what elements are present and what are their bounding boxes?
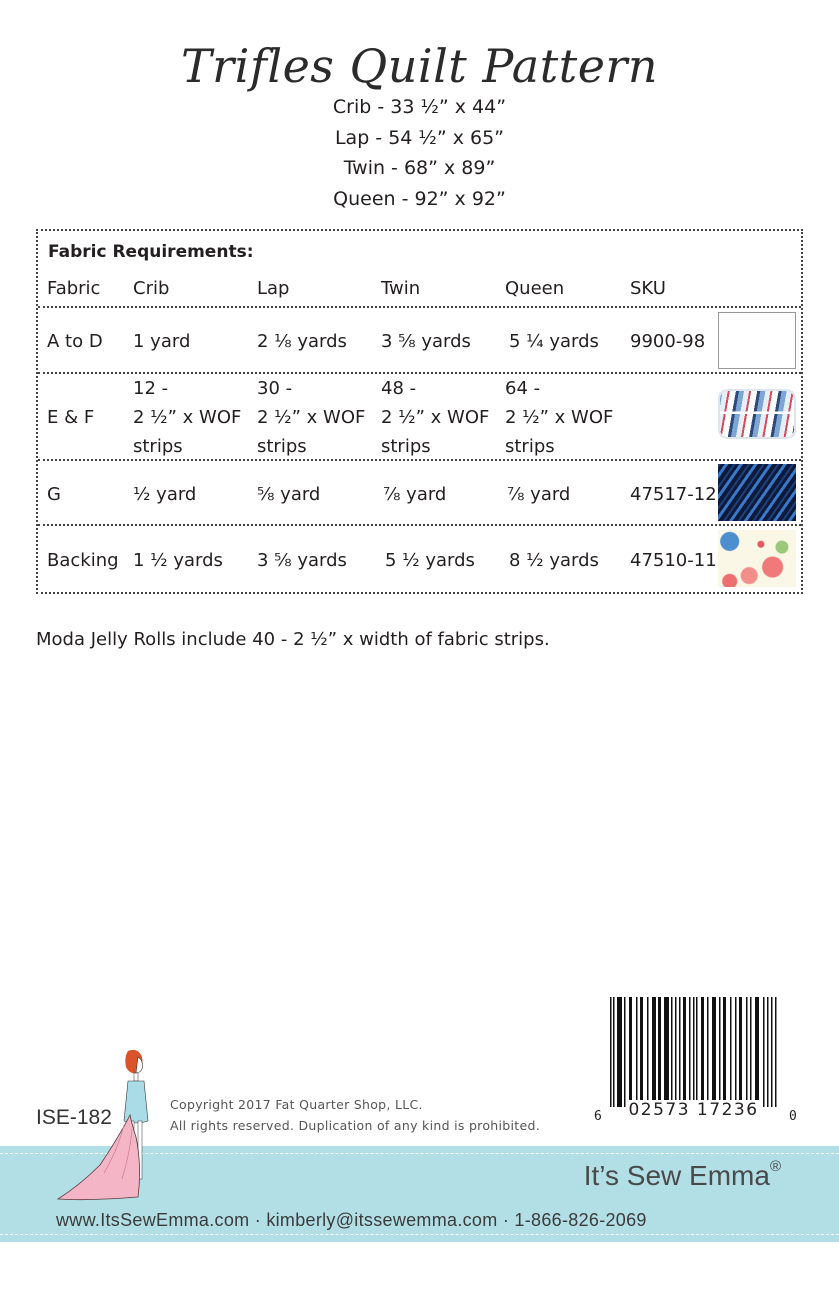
cell-line: 12 - xyxy=(133,378,169,399)
col-header-fabric: Fabric xyxy=(47,278,101,299)
barcode-bars xyxy=(608,997,783,1107)
cell-fabric: A to D xyxy=(47,331,103,352)
cell-lap: 3 ⅝ yards xyxy=(257,550,347,571)
cell-sku: 47510-11 xyxy=(630,550,717,571)
cell-twin: ⅞ yard xyxy=(383,484,447,505)
jelly-roll-note: Moda Jelly Rolls include 40 - 2 ½” x width of fabric strips. xyxy=(36,629,550,650)
cell-sku: 9900-98 xyxy=(630,331,706,352)
row-divider xyxy=(38,459,801,461)
cell-fabric: Backing xyxy=(47,550,119,571)
navy-stripe-swatch xyxy=(718,464,796,521)
cell-crib: 1 yard xyxy=(133,331,191,352)
jelly-roll-swatch xyxy=(718,389,796,439)
size-crib: Crib - 33 ½” x 44” xyxy=(332,96,507,118)
fabric-requirements-table xyxy=(36,229,803,594)
cell-queen: 5 ¼ yards xyxy=(509,331,599,352)
upc-barcode xyxy=(594,997,797,1124)
cell-twin: 5 ½ yards xyxy=(385,550,475,571)
registered-mark: ® xyxy=(769,1157,781,1175)
brand-name xyxy=(583,1157,781,1192)
barcode-right-digit: 0 xyxy=(789,1109,797,1124)
cell-line: strips xyxy=(505,436,555,457)
cell-lap: ⅝ yard xyxy=(257,484,321,505)
copyright-line: Copyright 2017 Fat Quarter Shop, LLC. xyxy=(170,1097,423,1112)
size-queen: Queen - 92” x 92” xyxy=(333,187,506,210)
row-divider xyxy=(38,524,801,526)
size-twin: Twin - 68” x 89” xyxy=(343,157,496,179)
cell-line: strips xyxy=(133,436,183,457)
cell-twin: 3 ⅝ yards xyxy=(381,331,471,352)
copyright-notice xyxy=(170,1094,540,1136)
cell-fabric: E & F xyxy=(47,407,95,428)
cell-lap: 2 ⅛ yards xyxy=(257,331,347,352)
cell-crib: ½ yard xyxy=(133,484,197,505)
cell-line: strips xyxy=(257,436,307,457)
cell-fabric: G xyxy=(47,484,61,505)
cell-crib xyxy=(133,374,241,461)
cell-line: 30 - xyxy=(257,378,293,399)
col-header-crib: Crib xyxy=(133,278,170,299)
col-header-sku: SKU xyxy=(630,278,666,299)
quilt-sizes xyxy=(0,92,839,214)
col-header-twin: Twin xyxy=(381,278,421,299)
col-header-lap: Lap xyxy=(257,278,290,299)
cell-line: 64 - xyxy=(505,378,541,399)
cell-twin xyxy=(381,374,489,461)
size-lap: Lap - 54 ½” x 65” xyxy=(334,126,505,149)
cell-lap xyxy=(257,374,365,461)
cell-queen: ⅞ yard xyxy=(507,484,571,505)
white-solid-swatch xyxy=(718,312,796,369)
cell-queen: 8 ½ yards xyxy=(509,550,599,571)
barcode-left-digit: 6 xyxy=(594,1109,602,1124)
rights-line: All rights reserved. Duplication of any kind is prohibited. xyxy=(170,1118,540,1133)
row-divider xyxy=(38,306,801,308)
contact-info: www.ItsSewEmma.com · kimberly@itssewemma.com · 1-866-826-2069 xyxy=(56,1210,647,1230)
table-heading: Fabric Requirements: xyxy=(48,242,254,262)
cell-line: 48 - xyxy=(381,378,417,399)
cell-crib: 1 ½ yards xyxy=(133,550,223,571)
floral-swatch xyxy=(718,530,796,587)
brand-text: It’s Sew Emma xyxy=(583,1160,770,1191)
cell-sku: 47517-12 xyxy=(630,484,717,505)
cell-line: 2 ½” x WOF xyxy=(133,407,242,428)
cell-line: 2 ½” x WOF xyxy=(257,407,366,428)
cell-line: 2 ½” x WOF xyxy=(381,407,490,428)
cell-line: 2 ½” x WOF xyxy=(505,407,614,428)
girl-with-quilt-illustration xyxy=(50,1045,150,1205)
col-header-queen: Queen xyxy=(505,278,565,299)
stitch-line xyxy=(0,1234,839,1235)
pattern-code: ISE-182 xyxy=(36,1106,112,1129)
barcode-middle-digits: 02573 17236 xyxy=(626,1100,761,1120)
cell-line: strips xyxy=(381,436,431,457)
pattern-title: Trifles Quilt Pattern xyxy=(180,39,659,93)
cell-queen xyxy=(505,374,613,461)
